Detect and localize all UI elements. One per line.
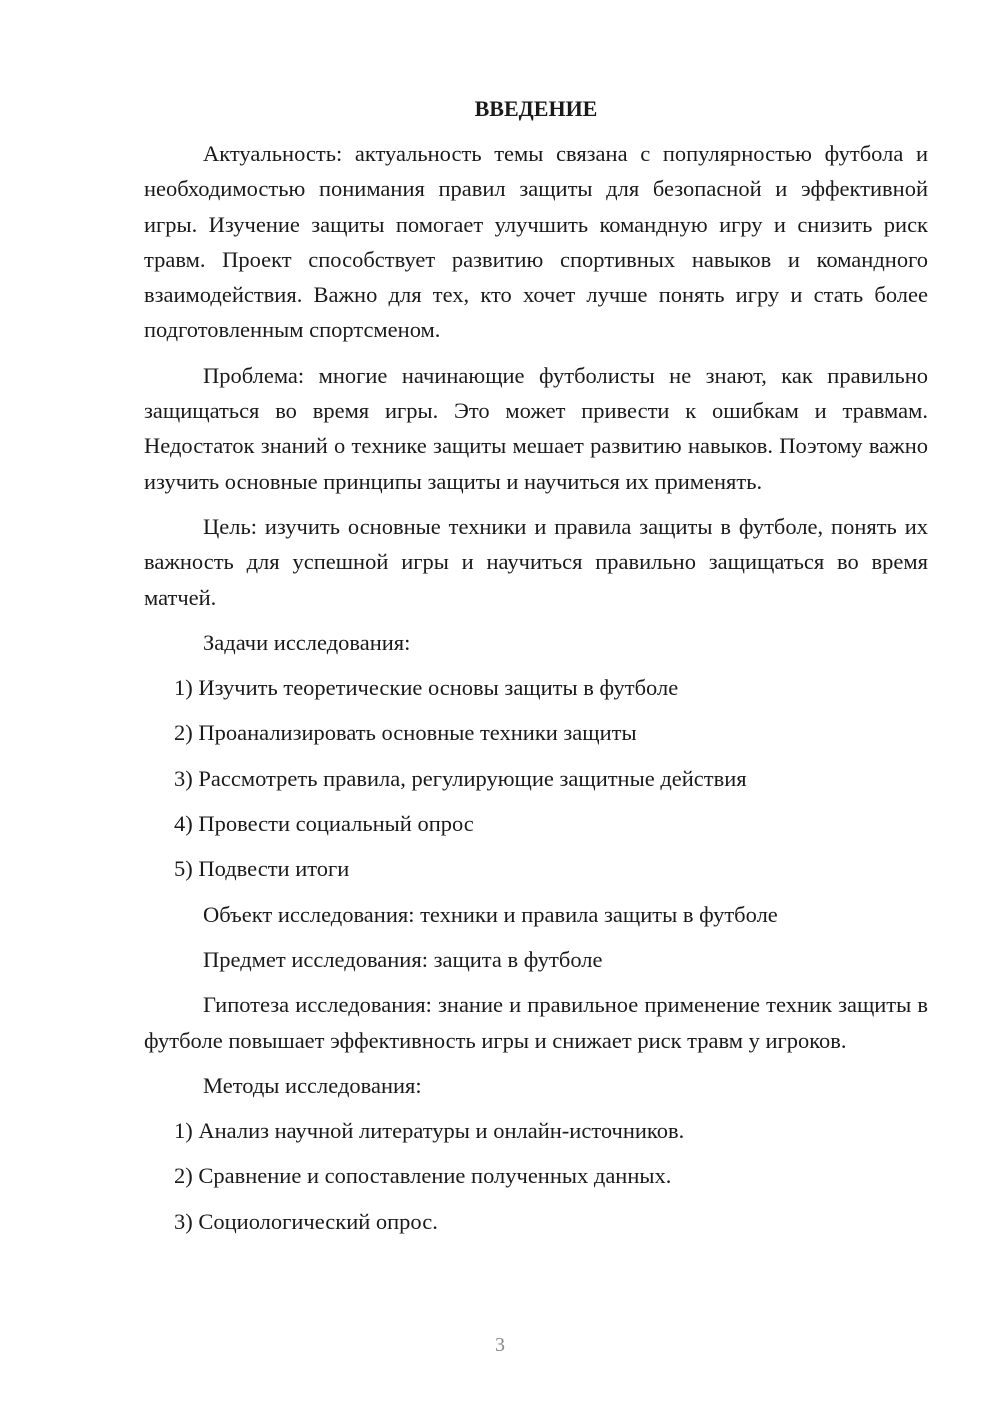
page-number: 3 [495, 1334, 505, 1356]
task-item: 2) Проанализировать основные техники защиты [174, 720, 637, 746]
problem-paragraph: Проблема: многие начинающие футболисты не знают, как правильно защищаться во время игры. Это может привести к ошибкам и травмам. Недостаток знаний о технике защиты мешает развитию навыков. Поэтому важно изучить основные принципы защиты и научиться их применять. [144, 362, 928, 494]
research-object: Объект исследования: техники и правила защиты в футболе [203, 901, 778, 927]
task-item: 3) Рассмотреть правила, регулирующие защитные действия [174, 765, 747, 791]
research-subject: Предмет исследования: защита в футболе [203, 946, 603, 972]
methods-heading: Методы исследования: [203, 1072, 422, 1098]
method-item: 3) Социологический опрос. [174, 1208, 438, 1234]
task-item: 4) Провести социальный опрос [174, 811, 474, 837]
goal-paragraph: Цель: изучить основные техники и правила защиты в футболе, понять их важность для успешной игры и научиться правильно защищаться во время матчей. [144, 513, 928, 610]
task-item: 1) Изучить теоретические основы защиты в футболе [174, 675, 679, 701]
method-item: 1) Анализ научной литературы и онлайн-источников. [174, 1118, 685, 1144]
relevance-paragraph: Актуальность: актуальность темы связана с популярностью футбола и необходимостью понимания правил защиты для безопасной и эффективной игры. Изучение защиты помогает улучшить командную игру и снизить риск травм. Проект способствует развитию спортивных навыков и командного взаимодействия. Важно для тех, кто хочет лучше понять игру и стать более подготовленным спортсменом. [144, 141, 928, 343]
hypothesis-paragraph: Гипотеза исследования: знание и правильное применение техник защиты в футболе повышает эффективность игры и снижает риск травм у игроков. [144, 992, 928, 1053]
method-item: 2) Сравнение и сопоставление полученных данных. [174, 1163, 672, 1189]
tasks-heading: Задачи исследования: [203, 629, 411, 655]
page-content [144, 94, 928, 1249]
task-item: 5) Подвести итоги [174, 856, 350, 882]
section-heading: ВВЕДЕНИЕ [474, 96, 598, 121]
